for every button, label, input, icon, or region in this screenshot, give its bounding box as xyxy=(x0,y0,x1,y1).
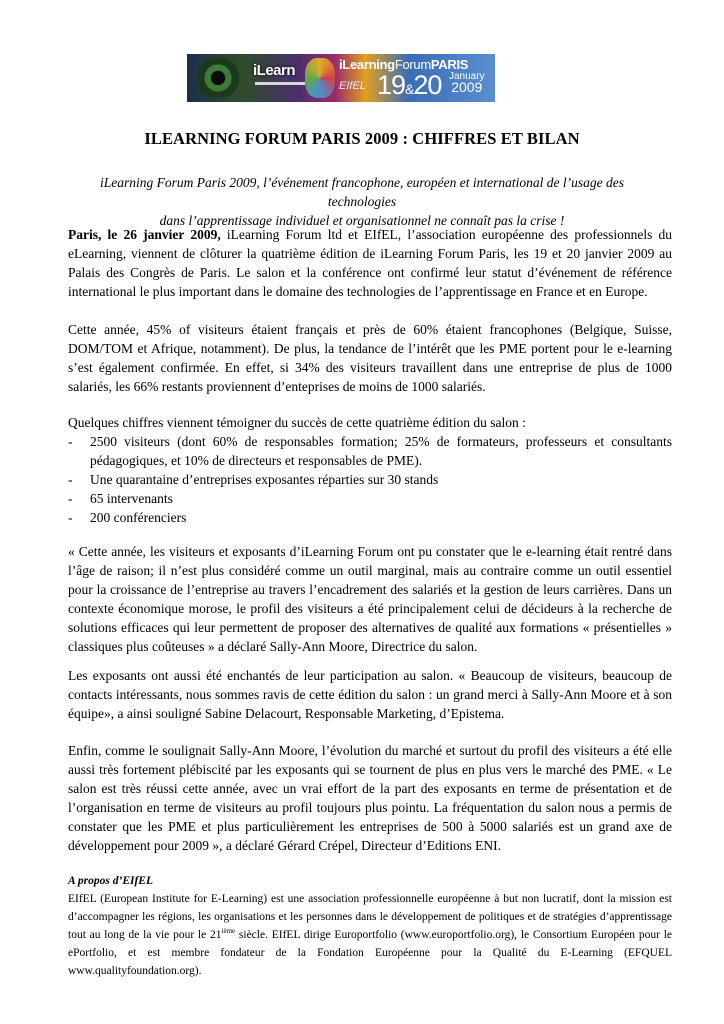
list-item: - Une quarantaine d’entreprises exposantes réparties sur 30 stands xyxy=(68,470,672,489)
banner-title-city: PARIS xyxy=(430,57,469,72)
paragraph-director-quote: « Cette année, les visiteurs et exposants d’iLearning Forum ont pu constater que le e-learning était rentré dans l’âge de raison; il n’est plus considéré comme un outil marginal, mais au contraire comme un outil essentiel pour la croissance de l’entreprise au travers l’encadrement des salariés et la gestion de leurs carrières. Dans un contexte économique morose, le profil des visiteurs a été principalement celui de décideurs à la recherche de solutions efficaces qui leur permettent de proposer des alternatives de qualité aux formations « présentielles » classiques plus coûteuses » a déclaré Sally-Ann Moore, Directrice du salon. xyxy=(68,544,672,654)
banner-title-forum: Forum xyxy=(394,57,431,72)
ilearn-logo: iLearn xyxy=(253,62,296,79)
page-title: ILEARNING FORUM PARIS 2009 : CHIFFRES ET BILAN xyxy=(144,129,580,148)
list-item: - 65 intervenants xyxy=(68,489,672,508)
banner-title-bold: iLearning xyxy=(339,57,395,72)
subtitle-line-1: iLearning Forum Paris 2009, l’événement francophone, européen et international de l’usage des technologies xyxy=(99,175,625,209)
about-superscript: ième xyxy=(221,927,236,936)
flower-graphic xyxy=(305,58,335,98)
key-figures-intro: Quelques chiffres viennent témoigner du succès de cette quatrième édition du salon : xyxy=(68,415,526,430)
list-item: - 200 conférenciers xyxy=(68,508,672,527)
subtitle-line-2: dans l’apprentissage individuel et organisationnel ne connaît pas la crise ! xyxy=(159,213,565,228)
key-figures-section xyxy=(68,413,672,527)
banner-year: 2009 xyxy=(451,79,483,95)
about-text xyxy=(68,890,672,980)
about-text-a: EIfEL (European Institute for E-Learning) est une association professionnelle européenne à but non lucratif, dont la mission est d’accompagner les régions, les organisations et les personnes dans le développement de politiques et de stratégies d’apprentissage tout au long de la vie pour le 21 xyxy=(68,893,672,941)
banner-month-year xyxy=(449,71,485,93)
banner-day1: 19 xyxy=(377,70,406,100)
about-text-b: siècle. EIfEL dirige Europortfolio (www.europortfolio.org), le Consortium Européen pour le ePortfolio, et est membre fondateur de la Fondation Européenne pour la Qualité du E-Learning (EFQUEL www.qualityfoundation.org). xyxy=(68,929,672,977)
paragraph-intro xyxy=(68,225,672,301)
logo-underline xyxy=(255,82,305,85)
eye-graphic xyxy=(189,58,247,98)
about-eifel xyxy=(68,872,672,980)
paragraph-visitors: Cette année, 45% of visiteurs étaient français et près de 60% étaient francophones (Belgique, Suisse, DOM/TOM et Afrique, notamment). De plus, la tendance de l’intérêt que les PME portent pour le e-learning s’est également confirmée. En effet, si 34% des visiteurs travaillent dans une entreprise de plus de 1000 salariés, les 66% restants proviennent d’enteprises de moins de 1000 salariés. xyxy=(68,322,672,394)
paragraph-intro-text: iLearning Forum ltd et EIfEL, l’association européenne des professionnels du eLearning, viennent de clôturer la quatrième édition de iLearning Forum Paris, les 19 et 20 janvier 2009 au Palais des Congrès de Paris. Le salon et la conférence ont confirmé leur statut d’événement de référence international le plus important dans le domaine des technologies de l’apprentissage en France et en Europe. xyxy=(68,227,672,299)
banner-dates xyxy=(377,70,441,102)
paragraph-market-evolution: Enfin, comme le soulignait Sally-Ann Moore, l’évolution du marché et surtout du profil des visiteurs a été elle aussi très fortement plébiscité par les exposants qui se tournent de plus en plus vers le marché des PME. « Le salon est très réussi cette année, avec un vrai effort de la part des exposants en terme de présentation et de l’organisation en terme de visiteurs au profil toujours plus pointu. La fréquentation du salon nous a permis de constater que les PME et plus particulièrement les entreprises de 500 à 5000 salariés est un grand axe de développement pour 2009 », a déclaré Gérard Crépel, Directeur d’Editions ENI. xyxy=(68,743,672,853)
paragraph-exhibitors: Les exposants ont aussi été enchantés de leur participation au salon. « Beaucoup de visiteurs, beaucoup de contacts intéressants, nous sommes ravis de cette édition du salon : un grand merci à Sally-Ann Moore et à son équipe», a ainsi souligné Sabine Delacourt, Responsable Marketing, d’Epistema. xyxy=(68,668,672,721)
banner-day2: 20 xyxy=(413,70,442,100)
about-heading: A propos d’EIfEL xyxy=(68,875,153,887)
dateline: Paris, le 26 janvier 2009, xyxy=(68,227,221,242)
list-item: - 2500 visiteurs (dont 60% de responsables formation; 25% de formateurs, professeurs et consultants pédagogiques, et 10% de directeurs et responsables de PME). xyxy=(68,432,672,470)
event-banner-image xyxy=(187,54,495,102)
banner-month: January xyxy=(449,71,485,82)
key-figures-list xyxy=(68,432,672,527)
eifel-logo: EIfEL xyxy=(339,80,366,92)
banner-amp: & xyxy=(405,81,414,97)
subtitle xyxy=(68,173,656,230)
